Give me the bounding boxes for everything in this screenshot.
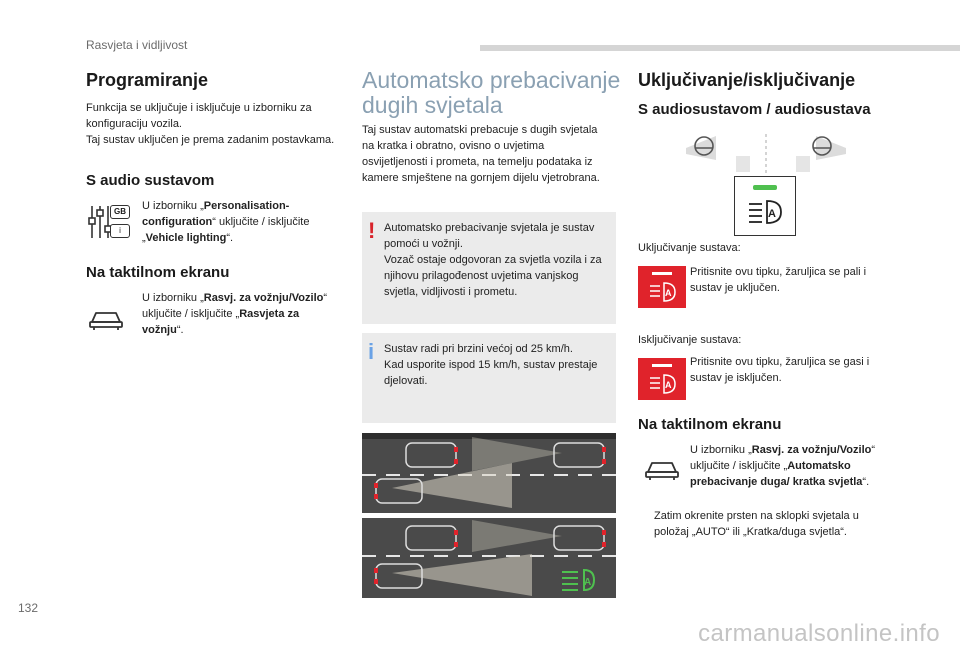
switch-off-label: Isključivanje sustava: — [638, 334, 742, 346]
warning-icon: ! — [368, 218, 376, 243]
auto-beam-description: Taj sustav automatski prebacuje s dugih svjetala na kratka i obratno, ovisno o uvjetima osvijetljenosti i prometa, na temelju podataka iz kamere smještene na gornjem dijelu vjetrobrana. — [362, 124, 600, 184]
red-auto-beam-on-button — [638, 266, 686, 308]
car-icon — [88, 308, 124, 330]
auto-beam-button-panel — [734, 176, 796, 236]
info-text-2: Kad usporite ispod 15 km/h, sustav prestaje djelovati. — [384, 359, 598, 387]
page-number: 132 — [18, 601, 39, 615]
touchscreen-instruction-1: U izborniku „Rasvj. za vožnju/Vozilo“ uključite / isključite „Rasvjeta za vožnju“. — [142, 292, 328, 336]
touchscreen-instruction-2: U izborniku „Rasvj. za vožnju/Vozilo“ uključite / isključite „Automatsko prebacivanje duga/ kratka svjetla“. — [690, 444, 876, 488]
info-icon: i — [368, 339, 375, 364]
auto-high-beam-icon — [747, 199, 785, 225]
switch-off-text: Pritisnite ovu tipku, žaruljica se gasi i sustav je isključen. — [690, 356, 870, 384]
warning-text-1: Automatsko prebacivanje svjetala je sustav pomoći u vožnji. — [384, 222, 595, 250]
on-off-title: Uključivanje/isključivanje — [638, 70, 856, 90]
road-illustration-low-beam — [362, 433, 616, 513]
watermark: carmanualsonline.info — [698, 620, 940, 647]
section-header: Rasvjeta i vidljivost — [86, 38, 188, 52]
programming-intro-1: Funkcija se uključuje i isključuje u izborniku za konfiguraciju vozila. — [86, 102, 312, 130]
switch-on-label: Uključivanje sustava: — [638, 242, 741, 254]
audio-system-subheading: S audiosustavom / audiosustava — [638, 101, 871, 118]
ring-instruction: Zatim okrenite prsten na sklopki svjetala u položaj „AUTO“ ili „Kratka/duga svjetla“. — [654, 510, 859, 538]
programming-intro-2: Taj sustav uključen je prema zadanim postavkama. — [86, 134, 335, 146]
header-bar — [480, 45, 960, 51]
audio-system-instruction: U izborniku „Personalisation-configuration“ uključite / isključite „Vehicle lighting“. — [142, 200, 310, 244]
car-icon — [644, 458, 680, 480]
svg-text:A: A — [665, 288, 672, 298]
svg-text:A: A — [768, 208, 776, 220]
svg-text:A: A — [665, 380, 672, 390]
touchscreen-heading-1: Na taktilnom ekranu — [86, 264, 230, 281]
auto-beam-title: Automatsko prebacivanje dugih svjetala — [362, 67, 621, 118]
steering-wheel-diagram — [686, 134, 846, 174]
warning-note — [362, 212, 616, 324]
auto-letter-green: A — [584, 577, 592, 588]
programming-title: Programiranje — [86, 70, 209, 90]
switch-on-text: Pritisnite ovu tipku, žaruljica se pali i sustav je uključen. — [690, 266, 867, 294]
info-text-1: Sustav radi pri brzini većoj od 25 km/h. — [384, 343, 573, 355]
audio-system-heading: S audio sustavom — [86, 172, 215, 189]
gb-badge-icon: GB — [110, 205, 130, 219]
road-illustration-high-beam — [362, 518, 616, 598]
touchscreen-heading-2: Na taktilnom ekranu — [638, 416, 782, 433]
info-badge-icon: i — [110, 224, 130, 238]
red-auto-beam-off-button — [638, 358, 686, 400]
green-indicator-light — [753, 185, 777, 190]
info-note — [362, 333, 616, 423]
warning-text-2: Vozač ostaje odgovoran za svjetla vozila i za njihovu prilagođenost uvjetima vanjskog svjetla, vidljivosti i prometu. — [384, 254, 602, 298]
